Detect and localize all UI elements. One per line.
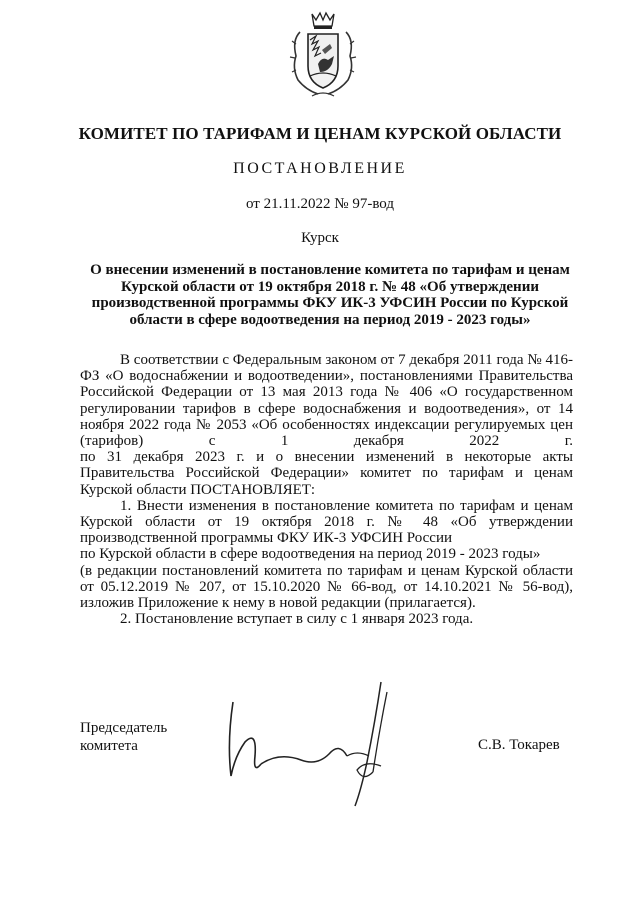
preamble-paragraph: В соответствии с Федеральным законом от 7 декабря 2011 года № 416-ФЗ «О водоснабжении и водоотведении», постановлениями Правительства Российской Федерации от 13 мая 2013 года № 406 «О государственном регулировании тарифов в сфере водоснабжения и водоотведения», от 14 ноября 2022 года № 2053 «Об особенностях индексации регулируемых цен (тарифов) с 1 декабря 2022 г. [80,352,573,450]
handwritten-signature [205,672,405,812]
preamble-paragraph-continued: по 31 декабря 2023 г. и о внесении изменений в некоторые акты Правительства Российской Федерации» комитет по тарифам и ценам Курской области ПОСТАНОВЛЯЕТ: [80,449,573,498]
document-body [80,352,573,627]
signatory-name: С.В. Токарев [478,737,560,753]
item-1-paragraph: 1. Внести изменения в постановление комитета по тарифам и ценам Курской области от 19 октября 2018 г. № 48 «Об утверждении производственной программы ФКУ ИК-3 УФСИН России [80,497,573,547]
document-city: Курск [301,230,339,246]
coat-of-arms-emblem [288,10,358,100]
item-2-paragraph: 2. Постановление вступает в силу с 1 января 2023 года. [120,611,474,628]
item-1-continued: по Курской области в сфере водоотведения на период 2019 - 2023 годы» [80,546,541,563]
signatory-title [80,719,167,755]
committee-name: КОМИТЕТ ПО ТАРИФАМ И ЦЕНАМ КУРСКОЙ ОБЛАСТИ [78,124,562,143]
document-date-number: от 21.11.2022 № 97-вод [245,196,395,212]
signatory-title-line-2: комитета [80,738,138,754]
signatory-title-line-1: Председатель [80,720,168,736]
document-subject: О внесении изменений в постановление комитета по тарифам и ценам Курской области от 19 октября 2018 г. № 48 «Об утверждении производственной программы ФКУ ИК-3 УФСИН России по Курской области в сфере водоотведения на период 2019 - 2023 годы» [90,262,570,328]
document-type: ПОСТАНОВЛЕНИЕ [233,160,407,177]
item-1-amendments: (в редакции постановлений комитета по тарифам и ценам Курской области от 05.12.2019 № 207, от 15.10.2020 № 66-вод, от 14.10.2021 № 56-вод), изложив Приложение к нему в новой редакции (прилагается). [80,562,573,612]
